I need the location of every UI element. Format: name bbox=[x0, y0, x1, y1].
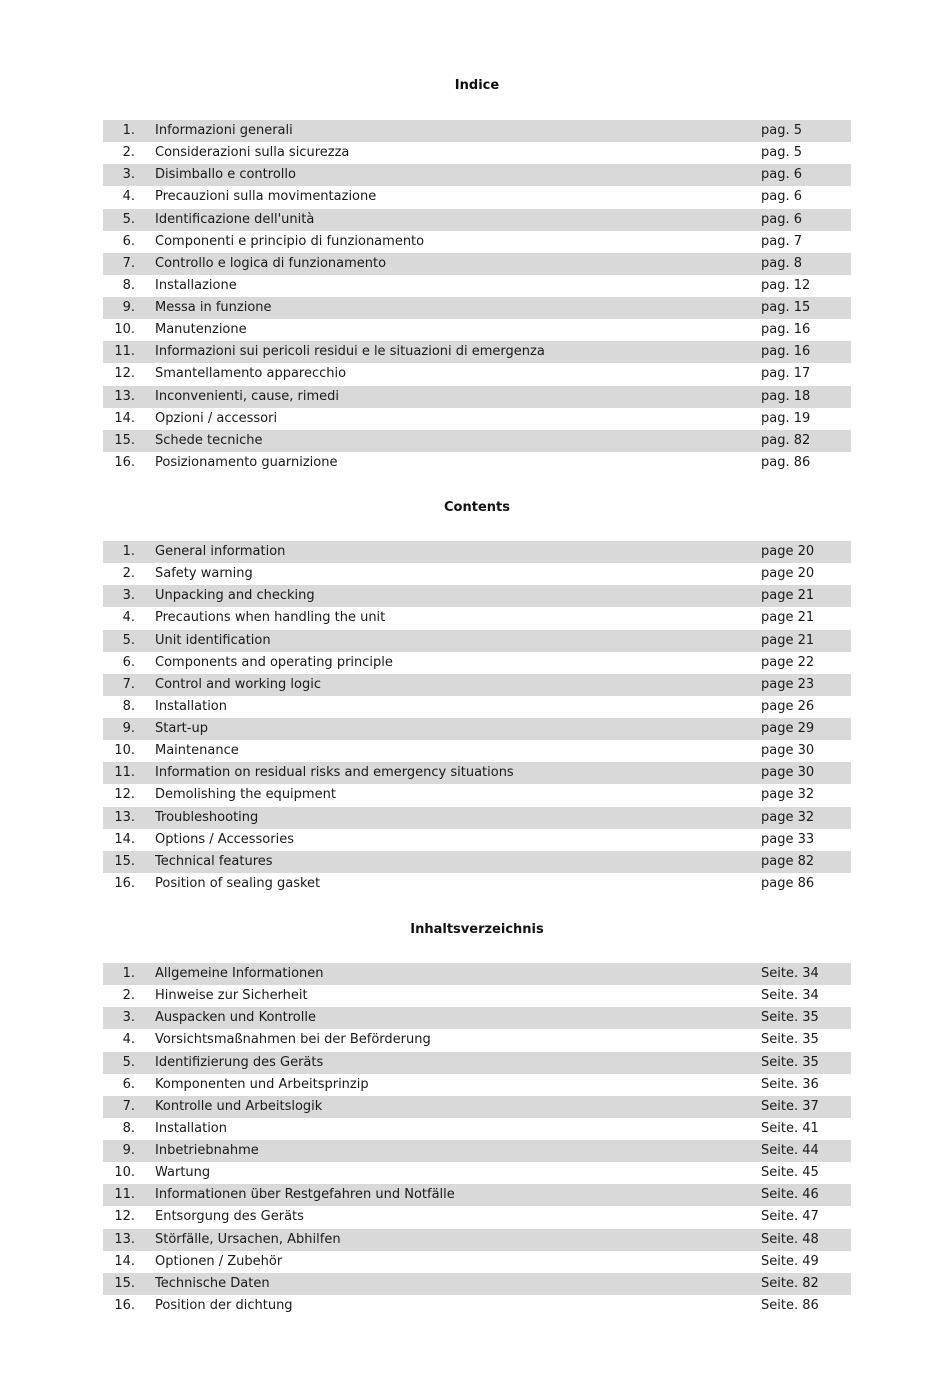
toc-item-title: Smantellamento apparecchio bbox=[155, 366, 347, 382]
toc-item-page: pag. 86 bbox=[761, 454, 811, 470]
toc-row bbox=[103, 630, 851, 652]
toc-item-title: Componenti e principio di funzionamento bbox=[155, 233, 425, 249]
toc-row bbox=[103, 142, 851, 164]
toc-item-page: page 26 bbox=[761, 698, 815, 714]
toc-item-page: page 82 bbox=[761, 853, 815, 869]
toc-item-number: 16. bbox=[114, 1297, 135, 1313]
toc-item-page: page 29 bbox=[761, 721, 815, 736]
toc-item-title: Schede tecniche bbox=[155, 432, 263, 448]
toc-item-title: Wartung bbox=[155, 1165, 211, 1181]
toc-row bbox=[103, 674, 851, 696]
toc-item-number: 8. bbox=[122, 698, 135, 714]
toc-item-page: Seite. 45 bbox=[761, 1165, 819, 1181]
toc-item-number: 8. bbox=[122, 1120, 135, 1136]
toc-item-number: 13. bbox=[114, 1231, 135, 1247]
toc-row bbox=[103, 1140, 851, 1162]
toc-row bbox=[103, 851, 851, 873]
toc-item-title: Start-up bbox=[155, 721, 208, 736]
toc-row bbox=[103, 363, 851, 385]
toc-row bbox=[103, 696, 851, 718]
toc-row bbox=[103, 1251, 851, 1273]
toc-item-page: pag. 6 bbox=[761, 167, 803, 183]
toc-item-page: Seite. 35 bbox=[761, 1032, 819, 1048]
toc-row bbox=[103, 1273, 851, 1295]
toc-item-title: Safety warning bbox=[155, 566, 253, 582]
toc-item-page: page 33 bbox=[761, 831, 815, 847]
toc-item-page: page 21 bbox=[761, 632, 815, 648]
toc-item-number: 5. bbox=[122, 211, 135, 227]
toc-row bbox=[103, 607, 851, 629]
toc-item-number: 14. bbox=[114, 410, 135, 426]
toc-item-number: 12. bbox=[114, 366, 135, 382]
toc-item-title: Posizionamento guarnizione bbox=[155, 454, 338, 470]
toc-row bbox=[103, 1295, 851, 1317]
toc-item-number: 3. bbox=[122, 588, 135, 604]
toc-item-number: 1. bbox=[122, 544, 135, 559]
toc-item-page: Seite. 86 bbox=[761, 1297, 819, 1313]
toc-item-number: 14. bbox=[114, 831, 135, 847]
toc-row bbox=[103, 563, 851, 585]
toc-item-page: pag. 16 bbox=[761, 322, 811, 338]
toc-item-title: Hinweise zur Sicherheit bbox=[155, 988, 308, 1004]
toc-item-number: 5. bbox=[122, 632, 135, 648]
toc-row bbox=[103, 652, 851, 674]
toc-item-title: Controllo e logica di funzionamento bbox=[155, 255, 387, 271]
toc-item-title: General information bbox=[155, 544, 286, 559]
toc-row bbox=[103, 164, 851, 186]
toc-item-page: Seite. 48 bbox=[761, 1231, 819, 1247]
toc-row bbox=[103, 1029, 851, 1051]
toc-item-title: Disimballo e controllo bbox=[155, 167, 296, 183]
toc-item-page: Seite. 34 bbox=[761, 966, 819, 981]
toc-row bbox=[103, 1118, 851, 1140]
toc-item-page: Seite. 34 bbox=[761, 988, 819, 1004]
toc-item-page: page 23 bbox=[761, 676, 815, 692]
toc-item-number: 7. bbox=[122, 1098, 135, 1114]
toc-row bbox=[103, 253, 851, 275]
toc-item-page: Seite. 41 bbox=[761, 1120, 819, 1136]
toc-item-page: pag. 19 bbox=[761, 410, 811, 426]
toc-item-page: pag. 8 bbox=[761, 255, 803, 271]
toc-item-title: Technische Daten bbox=[155, 1275, 270, 1291]
toc-item-page: page 20 bbox=[761, 566, 815, 582]
toc-item-page: pag. 16 bbox=[761, 344, 811, 360]
toc-item-title: Inbetriebnahme bbox=[155, 1143, 259, 1158]
toc-item-title: Inconvenienti, cause, rimedi bbox=[155, 388, 340, 404]
toc-item-page: Seite. 82 bbox=[761, 1275, 819, 1291]
toc-item-title: Identificazione dell'unità bbox=[155, 211, 315, 227]
toc-item-page: pag. 15 bbox=[761, 300, 811, 315]
toc-row bbox=[103, 408, 851, 430]
toc-item-number: 1. bbox=[122, 123, 135, 138]
toc-item-title: Unit identification bbox=[155, 632, 271, 648]
toc-item-title: Identifizierung des Geräts bbox=[155, 1054, 324, 1070]
toc-item-title: Technical features bbox=[155, 853, 273, 869]
toc-item-title: Installation bbox=[155, 1120, 228, 1136]
toc-item-title: Installazione bbox=[155, 277, 237, 293]
toc-row bbox=[103, 1096, 851, 1118]
toc-item-number: 15. bbox=[114, 1275, 135, 1291]
toc-item-number: 11. bbox=[114, 1187, 135, 1203]
toc-item-number: 10. bbox=[114, 743, 135, 759]
toc-row bbox=[103, 541, 851, 563]
toc-item-number: 5. bbox=[122, 1054, 135, 1070]
toc-item-title: Components and operating principle bbox=[155, 654, 393, 670]
toc-item-page: pag. 7 bbox=[761, 233, 803, 249]
toc-row bbox=[103, 275, 851, 297]
toc-item-page: Seite. 36 bbox=[761, 1076, 819, 1092]
toc-item-title: Position der dichtung bbox=[155, 1297, 293, 1313]
toc-item-number: 15. bbox=[114, 432, 135, 448]
section-heading: Contents bbox=[444, 500, 510, 515]
toc-item-number: 7. bbox=[122, 676, 135, 692]
toc-item-page: Seite. 37 bbox=[761, 1098, 819, 1114]
toc-item-title: Information on residual risks and emergency situations bbox=[155, 765, 514, 781]
toc-item-number: 14. bbox=[114, 1253, 135, 1269]
toc-item-number: 7. bbox=[122, 255, 135, 271]
toc-item-number: 2. bbox=[122, 145, 135, 161]
toc-row bbox=[103, 740, 851, 762]
toc-item-title: Troubleshooting bbox=[155, 809, 259, 825]
toc-row bbox=[103, 963, 851, 985]
toc-item-number: 4. bbox=[122, 1032, 135, 1048]
toc-item-title: Maintenance bbox=[155, 743, 239, 759]
toc-item-number: 9. bbox=[122, 300, 135, 315]
toc-list bbox=[103, 120, 851, 474]
toc-row bbox=[103, 452, 851, 474]
section-heading: Inhaltsverzeichnis bbox=[410, 922, 544, 937]
toc-item-number: 12. bbox=[114, 787, 135, 803]
toc-item-page: page 20 bbox=[761, 544, 815, 559]
toc-item-title: Manutenzione bbox=[155, 322, 247, 338]
toc-row bbox=[103, 762, 851, 784]
toc-item-number: 8. bbox=[122, 277, 135, 293]
toc-item-number: 16. bbox=[114, 454, 135, 470]
toc-row bbox=[103, 829, 851, 851]
toc-item-title: Precauzioni sulla movimentazione bbox=[155, 189, 377, 205]
toc-item-number: 4. bbox=[122, 610, 135, 626]
toc-row bbox=[103, 585, 851, 607]
toc-item-page: Seite. 47 bbox=[761, 1209, 819, 1225]
toc-item-title: Informazioni sui pericoli residui e le situazioni di emergenza bbox=[155, 344, 545, 360]
toc-item-number: 10. bbox=[114, 1165, 135, 1181]
toc-item-title: Installation bbox=[155, 698, 228, 714]
toc-row bbox=[103, 341, 851, 363]
toc-item-number: 15. bbox=[114, 853, 135, 869]
toc-item-page: page 22 bbox=[761, 654, 815, 670]
toc-item-number: 13. bbox=[114, 388, 135, 404]
toc-item-number: 2. bbox=[122, 988, 135, 1004]
toc-item-title: Optionen / Zubehör bbox=[155, 1253, 283, 1269]
toc-item-page: page 21 bbox=[761, 610, 815, 626]
toc-row bbox=[103, 1229, 851, 1251]
toc-item-title: Störfälle, Ursachen, Abhilfen bbox=[155, 1231, 341, 1247]
toc-row bbox=[103, 1206, 851, 1228]
toc-item-page: pag. 5 bbox=[761, 145, 803, 161]
toc-item-number: 9. bbox=[122, 1143, 135, 1158]
toc-item-number: 3. bbox=[122, 167, 135, 183]
toc-row bbox=[103, 784, 851, 806]
toc-item-title: Entsorgung des Geräts bbox=[155, 1209, 304, 1225]
toc-row bbox=[103, 807, 851, 829]
toc-item-number: 12. bbox=[114, 1209, 135, 1225]
toc-row bbox=[103, 718, 851, 740]
toc-row bbox=[103, 186, 851, 208]
toc-item-number: 6. bbox=[122, 654, 135, 670]
toc-row bbox=[103, 1184, 851, 1206]
toc-row bbox=[103, 1052, 851, 1074]
toc-item-title: Demolishing the equipment bbox=[155, 787, 336, 803]
toc-item-number: 4. bbox=[122, 189, 135, 205]
toc-item-page: pag. 12 bbox=[761, 277, 811, 293]
toc-item-number: 2. bbox=[122, 566, 135, 582]
toc-item-title: Opzioni / accessori bbox=[155, 410, 278, 426]
toc-row bbox=[103, 1162, 851, 1184]
toc-item-title: Considerazioni sulla sicurezza bbox=[155, 145, 350, 161]
toc-item-page: pag. 18 bbox=[761, 388, 811, 404]
toc-item-number: 16. bbox=[114, 875, 135, 891]
toc-item-page: pag. 6 bbox=[761, 189, 803, 205]
toc-row bbox=[103, 873, 851, 895]
toc-item-title: Vorsichtsmaßnahmen bei der Beförderung bbox=[155, 1032, 431, 1048]
toc-item-number: 6. bbox=[122, 1076, 135, 1092]
toc-item-page: page 86 bbox=[761, 875, 815, 891]
toc-item-page: page 21 bbox=[761, 588, 815, 604]
toc-item-page: pag. 17 bbox=[761, 366, 811, 382]
toc-item-page: pag. 82 bbox=[761, 432, 811, 448]
toc-item-page: Seite. 35 bbox=[761, 1054, 819, 1070]
toc-item-number: 11. bbox=[114, 344, 135, 360]
toc-item-page: page 30 bbox=[761, 765, 815, 781]
toc-item-title: Kontrolle und Arbeitslogik bbox=[155, 1098, 323, 1114]
toc-item-page: pag. 5 bbox=[761, 123, 803, 138]
toc-item-page: Seite. 44 bbox=[761, 1143, 819, 1158]
toc-item-title: Control and working logic bbox=[155, 676, 321, 692]
toc-item-page: page 30 bbox=[761, 743, 815, 759]
toc-item-number: 11. bbox=[114, 765, 135, 781]
toc-row bbox=[103, 231, 851, 253]
toc-row bbox=[103, 1007, 851, 1029]
toc-item-page: page 32 bbox=[761, 809, 815, 825]
toc-row bbox=[103, 120, 851, 142]
toc-item-page: page 32 bbox=[761, 787, 815, 803]
toc-item-title: Messa in funzione bbox=[155, 300, 272, 315]
toc-item-page: Seite. 46 bbox=[761, 1187, 819, 1203]
toc-row bbox=[103, 319, 851, 341]
toc-item-title: Informationen über Restgefahren und Notfälle bbox=[155, 1187, 455, 1203]
toc-item-page: Seite. 35 bbox=[761, 1010, 819, 1026]
toc-item-title: Unpacking and checking bbox=[155, 588, 315, 604]
toc-row bbox=[103, 386, 851, 408]
toc-item-number: 9. bbox=[122, 721, 135, 736]
toc-item-page: pag. 6 bbox=[761, 211, 803, 227]
section-heading: Indice bbox=[454, 78, 500, 93]
toc-item-number: 13. bbox=[114, 809, 135, 825]
toc-list bbox=[103, 541, 851, 895]
toc-item-number: 1. bbox=[122, 966, 135, 981]
toc-item-number: 10. bbox=[114, 322, 135, 338]
toc-item-title: Komponenten und Arbeitsprinzip bbox=[155, 1076, 369, 1092]
toc-item-title: Allgemeine Informationen bbox=[155, 966, 324, 981]
toc-item-title: Precautions when handling the unit bbox=[155, 610, 386, 626]
toc-item-title: Options / Accessories bbox=[155, 831, 294, 847]
toc-row bbox=[103, 1074, 851, 1096]
toc-item-number: 3. bbox=[122, 1010, 135, 1026]
toc-row bbox=[103, 985, 851, 1007]
toc-list bbox=[103, 963, 851, 1317]
toc-row bbox=[103, 430, 851, 452]
toc-item-number: 6. bbox=[122, 233, 135, 249]
toc-item-page: Seite. 49 bbox=[761, 1253, 819, 1269]
toc-row bbox=[103, 209, 851, 231]
toc-item-title: Position of sealing gasket bbox=[155, 875, 321, 891]
toc-item-title: Informazioni generali bbox=[155, 123, 293, 138]
toc-item-title: Auspacken und Kontrolle bbox=[155, 1010, 316, 1026]
toc-row bbox=[103, 297, 851, 319]
